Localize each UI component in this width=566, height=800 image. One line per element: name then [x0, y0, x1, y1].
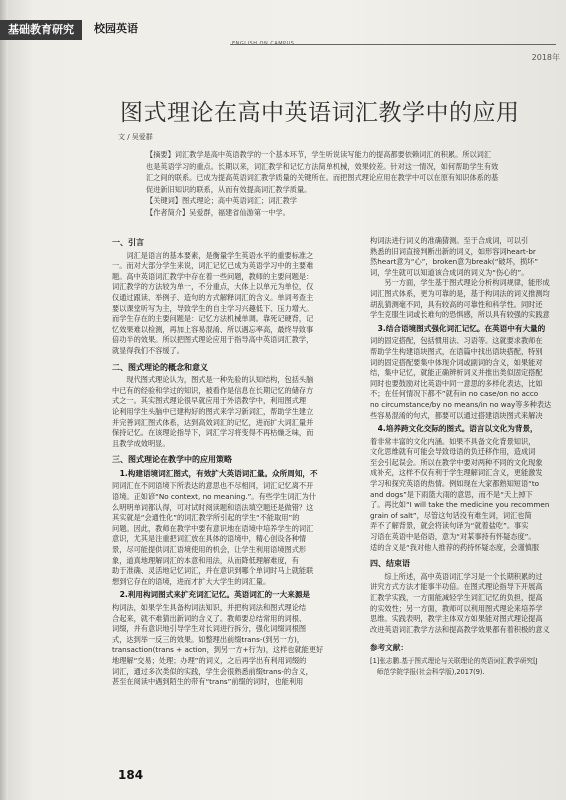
- paragraph-line: 要以课堂听写为主，导致学生的自主学习兴趣低下、压力增大。: [112, 303, 314, 313]
- paragraph-line: 帮助学生构建语块图式，在语篇中找出语块搭配，特别: [370, 346, 543, 356]
- paragraph-line: 文化思维就有可能会导致母语的负迁移作用，造成词: [370, 447, 536, 457]
- paragraph-line: 汇教学实践，一方面能减轻学生词汇记忆的负担，提高: [370, 593, 543, 602]
- author-intro: 【作者简介】吴爱群，福建省仙游第一中学。: [146, 207, 290, 217]
- subsection-heading: 4.培养跨文化交际的图式。语言以文化为背景，: [370, 424, 538, 434]
- section-heading: 二、图式理论的概念和意义: [112, 362, 208, 372]
- paragraph-line: 论利用学生头脑中已建构好的图式来学习新词汇，帮助学生建立: [112, 406, 314, 416]
- keywords: 【关键词】图式理论；高中英语词汇；词汇教学: [146, 196, 297, 205]
- paragraph-line: 同词汇在不同语境下所表达的意思也不尽相同，词汇记忆离不开: [112, 481, 314, 491]
- reference-entry: 师范学院学报(社会科学版),2017(9).: [370, 667, 485, 676]
- paragraph-line: 成补充，这样不仅有利于学生理解词汇含义，更能激发: [370, 468, 543, 478]
- subsection-heading: 1.构建语境词汇图式，有效扩大英语词汇量。众所周知，不: [112, 468, 318, 478]
- paragraph-line: 意识，尤其是注重把词汇放在具体的语境中，精心创设各种情: [112, 534, 307, 544]
- paragraph-line: 么明明单词都认得，可对试时阅读题和语法填空题还是做错？这: [112, 502, 314, 512]
- paragraph-line: and dogs”是下雨篮大雨的意思，而不是“天上掉下: [370, 489, 533, 499]
- paragraph-line: 结，集中记忆，就能正确辨析词义并推出类似固定搭配: [370, 368, 543, 378]
- paragraph-line: transaction(trans + action，到另一方+行为)，这样也就能更好: [112, 645, 324, 655]
- paragraph-line: 中已有的经验和学过的知识，被看作是信息在长期记忆的储存方: [112, 385, 314, 395]
- paragraph-line: 至会引起误会。所以在教学中要对两种不同的文化现象: [370, 457, 543, 467]
- section-heading: 一、引言: [112, 238, 144, 247]
- paragraph-line: 地理解“交易；处理；办理”的词义，之后再学出有利用词缀的: [112, 655, 307, 665]
- paragraph-line: 综上所述，高中英语词汇学习是一个长期积累的过: [370, 571, 543, 581]
- journal-name: 校园英语: [94, 22, 138, 35]
- paragraph-line: 仅通过跟读、举例子、造句的方式解释词汇的含义。单词考查主: [112, 292, 314, 302]
- paragraph-line: 词汇是语言的基本要素，是衡量学生英语水平的重要标准之: [112, 250, 314, 260]
- paragraph-line: 合起来，就不难猜出新词的含义了。教师要总结常用的词根、: [112, 613, 307, 623]
- issue-year: 2018年: [531, 53, 560, 62]
- article-author: 文 / 吴爱群: [118, 133, 153, 141]
- paragraph-line: 词汇教学的方法较为单一，不分重点，大体上以单元为单位，仅: [112, 282, 314, 292]
- paragraph-line: 习语在英语中是俗语，意为“对某事持有怀疑态度”。: [370, 532, 536, 542]
- references-heading: 参考文献：: [370, 643, 408, 653]
- paragraph-line: 改进英语词汇教学方法和提高教学效果都有着积极的意义: [370, 624, 550, 634]
- paragraph-line: 词的固定搭配要集中体现介词或副词的含义，如果能对: [370, 357, 543, 367]
- header-rule: [230, 44, 556, 45]
- paragraph-line: 熟悉的旧词直接判断出新的词义，如形容词heart-br: [370, 246, 536, 256]
- section-heading: 四、结束语: [370, 559, 410, 569]
- page-number: 184: [118, 768, 144, 782]
- paragraph-line: 同时也要鼓励对比英语中同一意思的多样化表达，比如: [370, 378, 543, 388]
- paragraph-line: 倍功半的效果。所以把图式理论应用于指导高中英语词汇教学，: [112, 335, 314, 345]
- paragraph-line: 式，达到举一反三的效果。如整理出前缀trans-(到另一方)，: [112, 634, 304, 644]
- paragraph-line: 象，道真地理解词汇的本意和用法，从而降低理解难度，有: [112, 555, 299, 565]
- paragraph-line: 其实就是“会通性化”的词汇教学所引起的学生“不能取用”的: [112, 513, 300, 523]
- page-spine-shadow: [0, 0, 8, 800]
- subsection-heading: 2.利用构词图式来扩充词汇记忆。英语词汇的一大来源是: [112, 590, 311, 600]
- paragraph-line: 然heart意为“心”，broken意为break(“破坏，损坏”: [370, 257, 539, 267]
- paragraph-line: 且教学成效明显。: [112, 438, 170, 448]
- abstract-block: [146, 150, 564, 219]
- paragraph-line: 胡乱猜测毫不同，具有较高的可靠性和科学性。同时还: [370, 299, 543, 309]
- paragraph-line: 构词法进行词义的准确猜测。至于合成词，可以引: [370, 236, 529, 245]
- paragraph-line: 弄不了解背景，就会将读句译为“就着盐吃”。事实: [370, 521, 529, 531]
- paragraph-line: 词汇，通过多次类似的实践，学生会很熟悉前缀trans-的含义，: [112, 666, 313, 676]
- abstract-line: 也是英语学习的重点。长期以来，词汇教学和记忆方法简单机械，效果较差。针对这一情况，如何帮助学生有效: [146, 161, 499, 171]
- paragraph-line: 适的含义是“我对他人推荐的药持怀疑态度，会谨慎服: [370, 542, 540, 552]
- paragraph-line: 一。而对大部分学生来说，词汇记忆已成为英语学习中的主要难: [112, 261, 314, 271]
- paragraph-line: 思维。实践表明，教学主体双方如果能对图式理论提高: [370, 614, 543, 624]
- paragraph-line: 词汇图式体系，更为可靠的是，基于构词法的词义推测均: [370, 288, 550, 298]
- paragraph-line: 题。高中英语词汇教学中存在着一些问题，教师的主要问题是：: [112, 271, 314, 281]
- paragraph-line: 不；在任何情况下都不”就有in no case/on no acco: [370, 389, 539, 399]
- paragraph-line: 现代图式理论认为，图式是一种先验的认知结构，包括头脑: [112, 375, 314, 385]
- paragraph-line: 另一方面，学生基于图式理论分析构词规律，能形成: [370, 278, 550, 288]
- paragraph-line: 些容易混淆的句式，都要可以通过搭建语块图式来解决: [370, 410, 543, 420]
- paragraph-line: 而学生存在的主要问题是：记忆方法机械单调。靠死记硬背，记: [112, 314, 314, 324]
- right-text-column: [370, 236, 562, 716]
- section-heading: 三、图式理论在教学中的应用策略: [112, 455, 232, 465]
- paragraph-line: 的实效性；另一方面，教师可以利用图式理论来培养学: [370, 603, 543, 613]
- paragraph-line: 词缀，并有意识地引导学生对长词进行拆分，强化词缀词根图: [112, 624, 307, 634]
- column-tag: 基础教育研究: [0, 20, 82, 40]
- paragraph-line: 讲究方式方法才能事半功倍。在图式理论指导下开展高: [370, 582, 543, 592]
- paragraph-line: grain of salt”，尽管这句话没有难生词，词汇也简: [370, 510, 532, 520]
- subsection-heading: 3.结合语境图式强化词汇记忆。在英语中有大量的: [370, 323, 546, 333]
- paragraph-line: 助于准确、灵活地记忆词汇，并在意识到哪个单词时马上就能联: [112, 566, 314, 576]
- paragraph-line: 式之一。其实图式理论很早就应用于外语教学中，利用图式理: [112, 396, 307, 406]
- paragraph-line: 就显得我们不容缓了。: [112, 345, 184, 355]
- abstract-line: 汇之间的联系。已成为提高英语词汇教学质量的关键所在。而把图式理论应用在教学中可以在原有知识体系的基: [146, 173, 499, 182]
- paragraph-line: 景，尽可能提供词汇语境使用的机会，让学生利用语境图式形: [112, 545, 307, 555]
- paragraph-line: 甚至在阅读中遇到陌生的带有“trans”前缀的词时，也能利用: [112, 677, 304, 687]
- paragraph-line: 构词法，如果学生具备构词法知识，并把构词法和图式理论结: [112, 603, 307, 612]
- paragraph-line: 词的固定搭配，包括惯用法、习语等。这就要求教师在: [370, 336, 543, 346]
- paragraph-line: 学习和探究英语的热情。例如现在大家都熟知短语“to: [370, 479, 540, 489]
- paragraph-line: 着非常丰富的文化内涵。如果不具备文化背景知识，: [370, 436, 536, 446]
- page-header: [0, 0, 566, 46]
- paragraph-line: 忆效果难以检测，再加上容易混淆、所以遇忘率高，最终导致事: [112, 324, 314, 334]
- paragraph-line: 了。再比如“I will take the medicine you recommen: [370, 500, 550, 510]
- reference-entry: [1]张志鹏.基于图式理论与关联理论的英语词汇教学研究[J: [370, 656, 538, 665]
- paragraph-line: 问题。因此，教师在教学中要有意识地在语境中培养学生的词汇: [112, 523, 314, 533]
- paragraph-line: 并完善词汇图式体系，达到高效词汇的记忆，进而扩大词汇量并: [112, 417, 314, 427]
- paragraph-line: 学生克服生词或长难句的恐惧感，所以具有较强的实践意: [370, 310, 550, 320]
- paragraph-line: 保持记忆。在该理论指导下，词汇学习将变得不再枯燥乏味，而: [112, 428, 314, 438]
- abstract-line: 【摘要】词汇教学是高中英语教学的一个基本环节，学生听说读写能力的提高都要依赖词汇的积累。所以词汇: [146, 150, 492, 159]
- left-text-column: [112, 232, 324, 742]
- journal-name-en: ENGLISH ON CAMPUS: [232, 41, 295, 47]
- paragraph-line: 语境。正如谚“No context, no meaning.”。有些学生词汇为什: [112, 492, 316, 502]
- abstract-line: 促进新旧知识的联系，从而有效提高词汇教学质量。: [146, 184, 312, 194]
- paragraph-line: 词，学生就可以知道该合成词的词义为“伤心的”。: [370, 267, 529, 277]
- article-title: 图式理论在高中英语词汇教学中的应用: [120, 100, 520, 126]
- paragraph-line: no circumstance/by no means/in no way等多种表达: [370, 399, 552, 409]
- paragraph-line: 想到它存在的语境，进而才扩大大学生的词汇量。: [112, 576, 271, 586]
